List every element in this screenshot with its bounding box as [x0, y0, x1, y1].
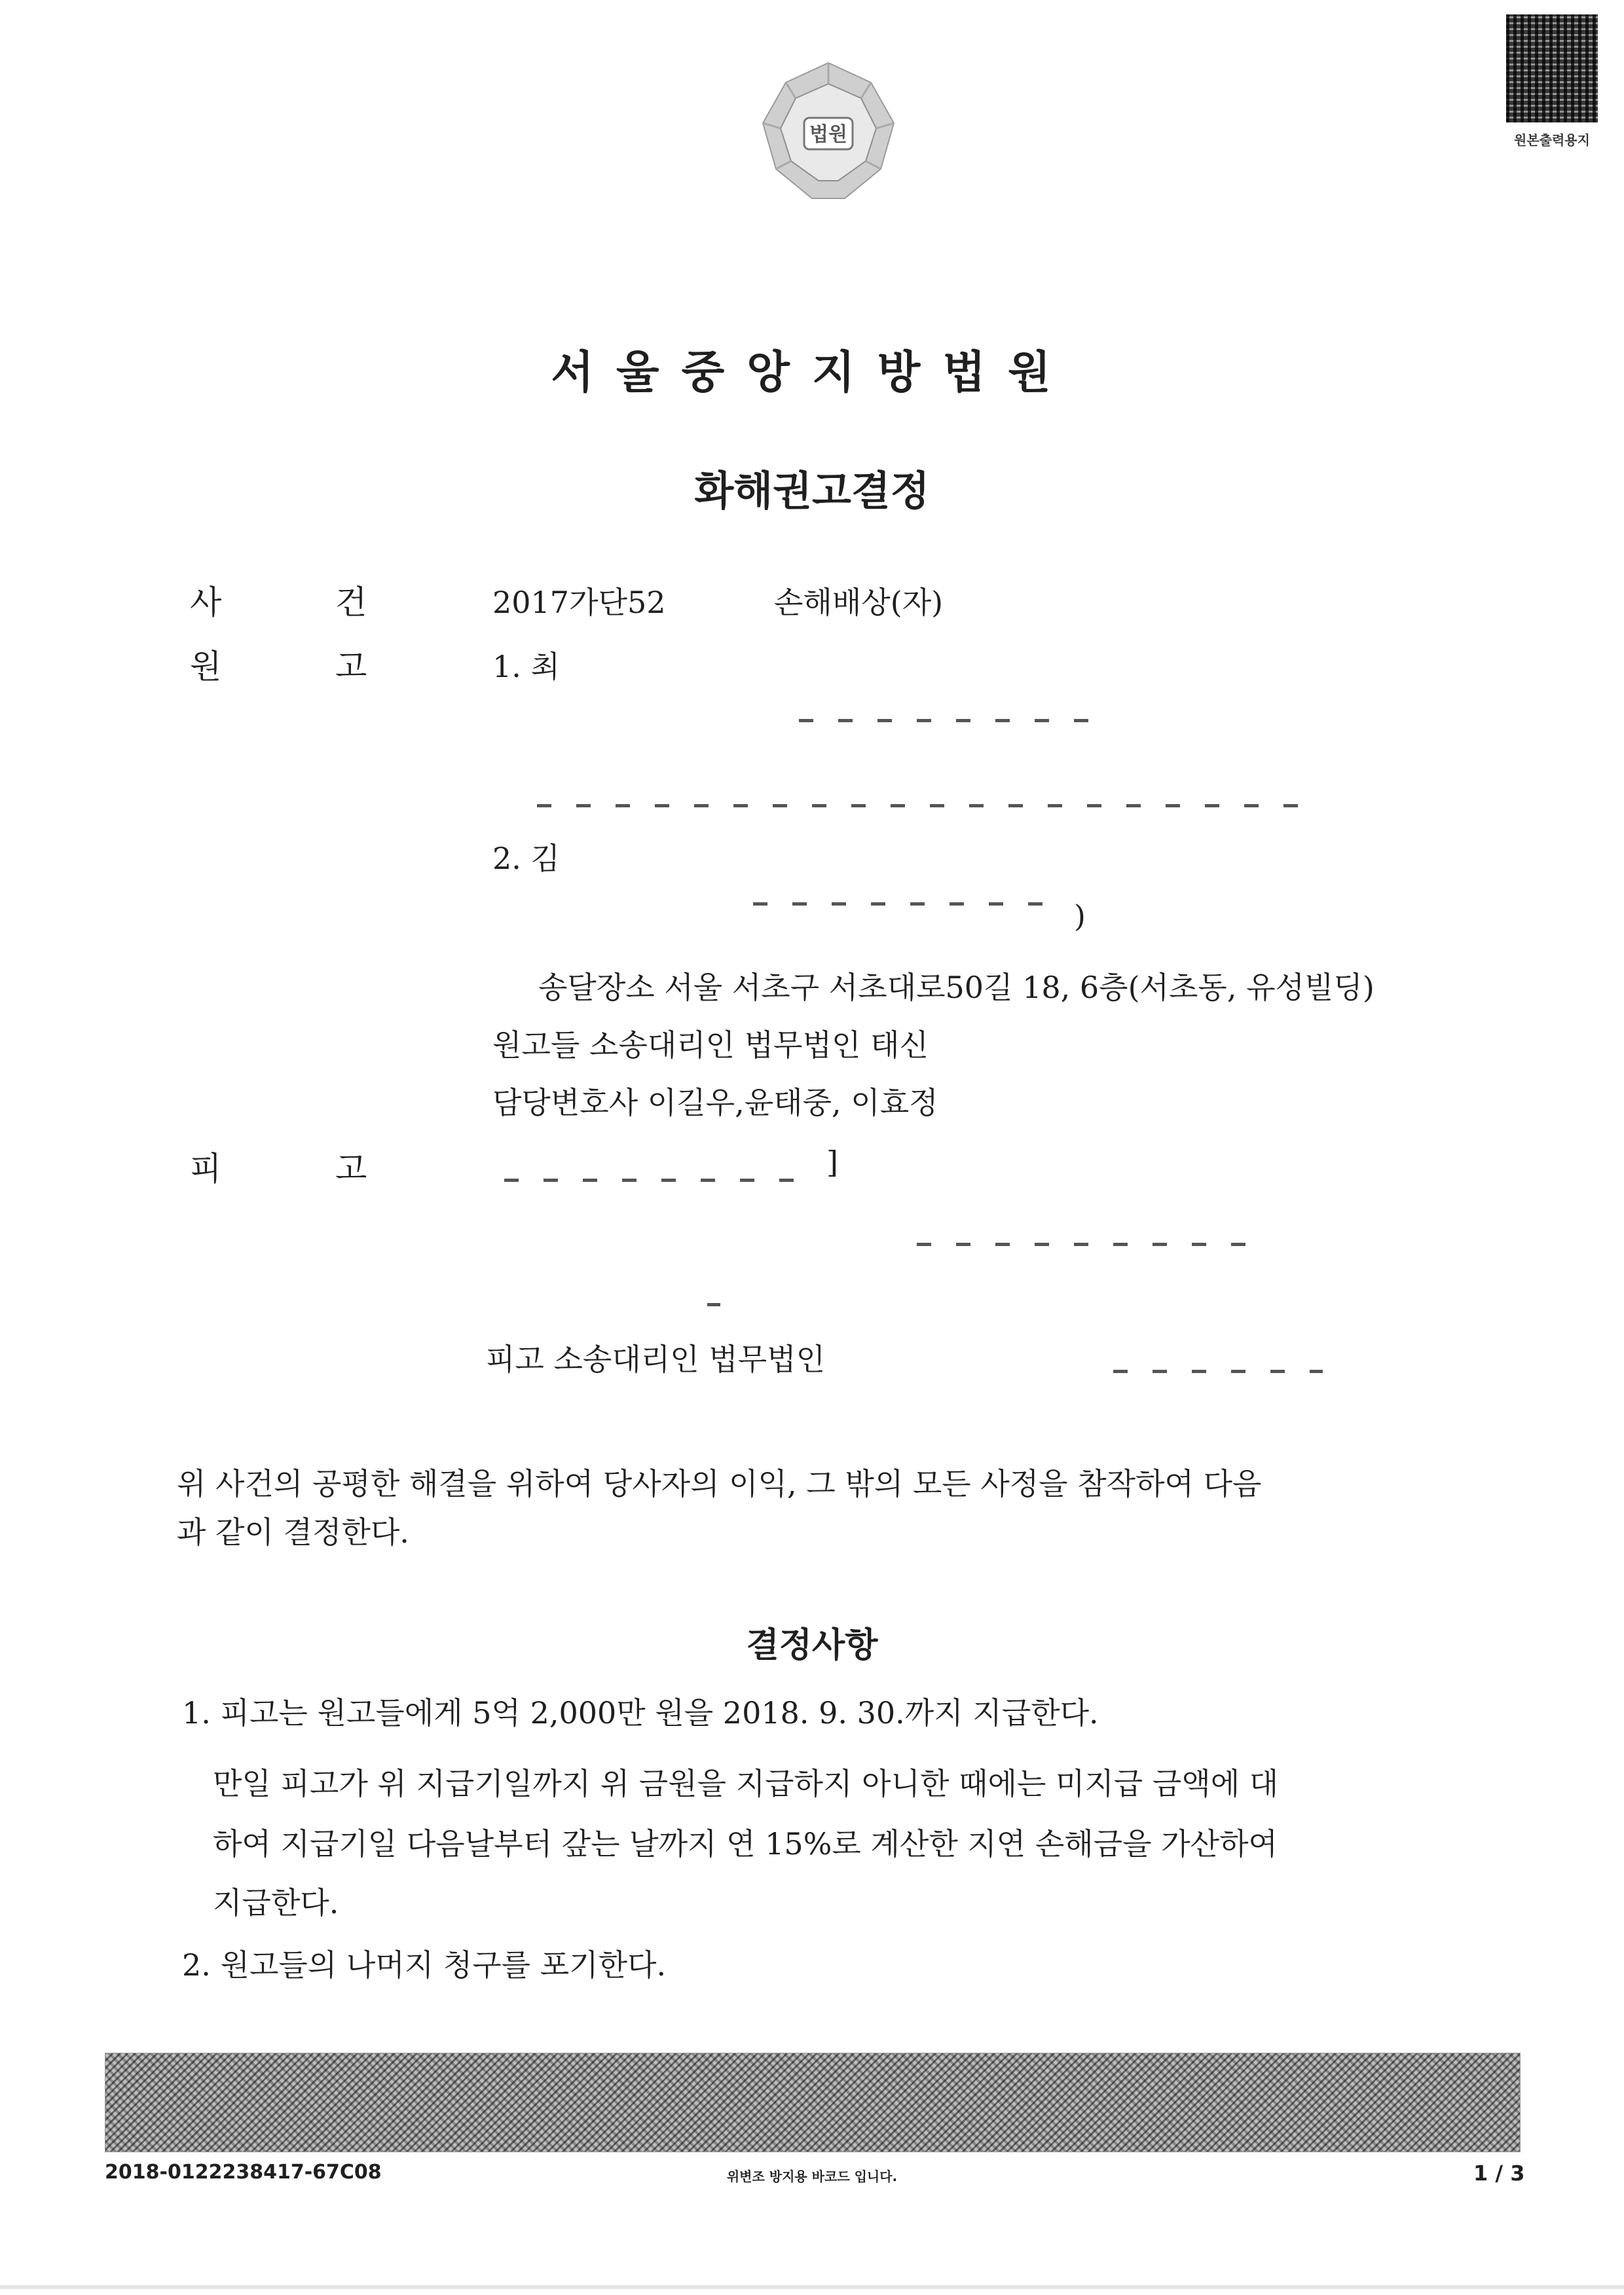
- plaintiff-label-2: 고: [335, 648, 367, 686]
- redacted-name-line: [504, 1179, 819, 1182]
- case-label-2: 건: [335, 583, 367, 621]
- defendant-label-2: 고: [335, 1150, 367, 1188]
- document-title: 화해권고결정: [694, 467, 930, 515]
- plaintiff-2-address-tail: ): [1074, 898, 1086, 934]
- redacted-mark: [707, 1303, 720, 1306]
- case-number: 2017가단52: [492, 585, 666, 620]
- plaintiff-agent: 원고들 소송대리인 법무법인 태신: [492, 1027, 929, 1063]
- intro-line-1: 위 사건의 공평한 해결을 위하여 당사자의 이익, 그 밖의 모든 사정을 참작하여 다음: [177, 1466, 1262, 1501]
- redacted-address-line: [753, 902, 1067, 906]
- item-1-line-4: 지급한다.: [213, 1885, 339, 1920]
- qr-caption: 원본출력용지: [1514, 132, 1590, 148]
- redacted-address-line: [799, 719, 1107, 722]
- case-label-1: 사: [190, 583, 222, 621]
- case-name: 손해배상(자): [774, 585, 944, 620]
- plaintiff-1-name: 1. 최: [492, 649, 560, 684]
- seal-text: 법원: [809, 123, 847, 146]
- item-1-line-3: 하여 지급기일 다음날부터 갚는 날까지 연 15%로 계산한 지연 손해금을 가산하여: [213, 1826, 1278, 1862]
- redacted-address-line: [917, 1243, 1257, 1246]
- qr-code: [1506, 14, 1598, 122]
- redacted-address-line: [537, 804, 1310, 807]
- intro-line-2: 과 같이 결정한다.: [177, 1515, 409, 1550]
- redacted-firm-line: [1113, 1370, 1323, 1373]
- item-2: 2. 원고들의 나머지 청구를 포기한다.: [182, 1947, 667, 1983]
- page-number: 1 / 3: [1473, 2161, 1525, 2186]
- scan-edge: [0, 2285, 1624, 2289]
- defendant-label-1: 피: [190, 1150, 222, 1188]
- section-title: 결정사항: [746, 1626, 878, 1665]
- plaintiff-label-1: 원: [190, 648, 222, 686]
- anti-forgery-barcode: [105, 2053, 1521, 2152]
- court-seal-icon: [753, 58, 904, 208]
- service-address: 송달장소 서울 서초구 서초대로50길 18, 6층(서초동, 유성빌딩): [538, 970, 1375, 1005]
- document-id: 2018-0122238417-67C08: [105, 2161, 382, 2184]
- item-1-line-2: 만일 피고가 위 지급기일까지 위 금원을 지급하지 아니한 때에는 미지급 금액에 대: [213, 1766, 1279, 1801]
- item-1-line-1: 1. 피고는 원고들에게 5억 2,000만 원을 2018. 9. 30.까지 지급한다.: [182, 1695, 1099, 1731]
- court-name: 서울중앙지방법원: [551, 347, 1073, 399]
- defendant-agent: 피고 소송대리인 법무법인: [486, 1342, 826, 1377]
- plaintiff-2-name: 2. 김: [492, 841, 560, 876]
- plaintiff-lawyers: 담당변호사 이길우,윤태중, 이효정: [492, 1085, 938, 1120]
- barcode-note: 위변조 방지용 바코드 입니다.: [726, 2169, 898, 2184]
- defendant-name-tail: ]: [826, 1145, 838, 1180]
